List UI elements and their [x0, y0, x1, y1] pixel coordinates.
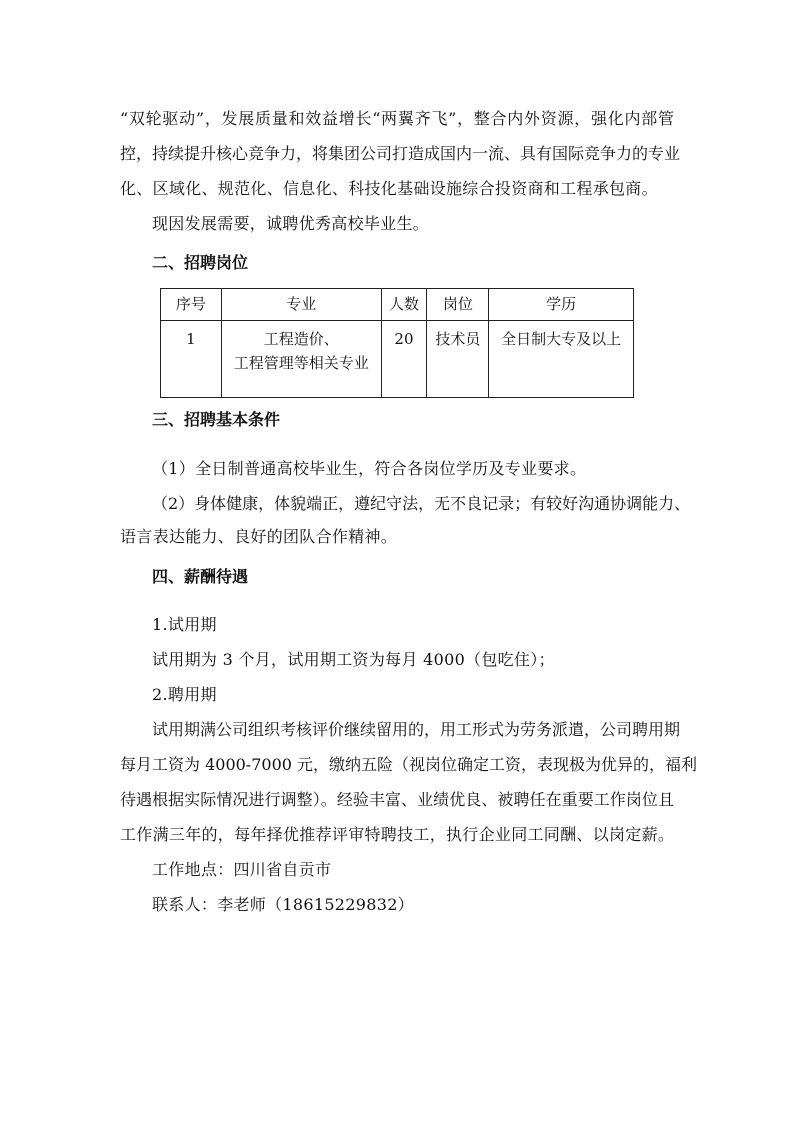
intro-line-3: 化、区域化、规范化、信息化、科技化基础设施综合投资商和工程承包商。: [120, 179, 658, 198]
requirement-item-2-line-1: （2）身体健康，体貌端正，遵纪守法，无不良记录；有较好沟通协调能力、: [152, 494, 691, 513]
header-count: 人数: [381, 289, 427, 321]
header-position: 岗位: [427, 289, 489, 321]
table-row: [161, 321, 634, 398]
requirement-item-1: （1）全日制普通高校毕业生，符合各岗位学历及专业要求。: [152, 459, 587, 478]
intro-line-2: 控，持续提升核心竞争力，将集团公司打造成国内一流、具有国际竞争力的专业: [120, 144, 681, 163]
work-location: 工作地点：四川省自贡市: [152, 860, 332, 879]
section-heading-positions: 二、招聘岗位: [152, 253, 249, 272]
header-education: 学历: [489, 289, 634, 321]
employment-line-4: 工作满三年的，每年择优推荐评审特聘技工，执行企业同工同酬、以岗定薪。: [120, 825, 675, 844]
header-major: 专业: [221, 289, 381, 321]
cell-index: 1: [161, 321, 222, 398]
positions-table: [160, 288, 634, 398]
section-heading-salary: 四、薪酬待遇: [152, 567, 249, 586]
employment-line-3: 待遇根据实际情况进行调整）。经验丰富、业绩优良、被聘任在重要工作岗位且: [120, 790, 674, 809]
cell-position: 技术员: [427, 321, 489, 398]
employment-title: 2.聘用期: [152, 685, 217, 704]
cell-major-line-2: 工程管理等相关专业: [233, 354, 369, 372]
employment-line-2: 每月工资为 4000-7000 元，缴纳五险（视岗位确定工资，表现极为优异的，福利: [120, 755, 698, 774]
section-heading-requirements: 三、招聘基本条件: [152, 410, 281, 429]
intro-line-1: “双轮驱动”，发展质量和效益增长“两翼齐飞”，整合内外资源，强化内部管: [120, 109, 674, 128]
header-index: 序号: [161, 289, 222, 321]
intro-line-4: 现因发展需要，诚聘优秀高校毕业生。: [152, 214, 430, 233]
cell-count: 20: [381, 321, 427, 398]
table-header-row: [161, 289, 634, 321]
requirement-item-2-line-2: 语言表达能力、良好的团队合作精神。: [120, 527, 398, 546]
cell-education: 全日制大专及以上: [489, 321, 634, 398]
employment-line-1: 试用期满公司组织考核评价继续留用的，用工形式为劳务派遣，公司聘用期: [152, 720, 681, 739]
contact-person: 联系人：李老师（18615229832）: [152, 895, 414, 914]
cell-major: [221, 321, 381, 398]
probation-title: 1.试用期: [152, 615, 217, 634]
probation-text: 试用期为 3 个月，试用期工资为每月 4000（包吃住）；: [152, 650, 555, 669]
cell-major-line-1: 工程造价、: [263, 330, 339, 348]
